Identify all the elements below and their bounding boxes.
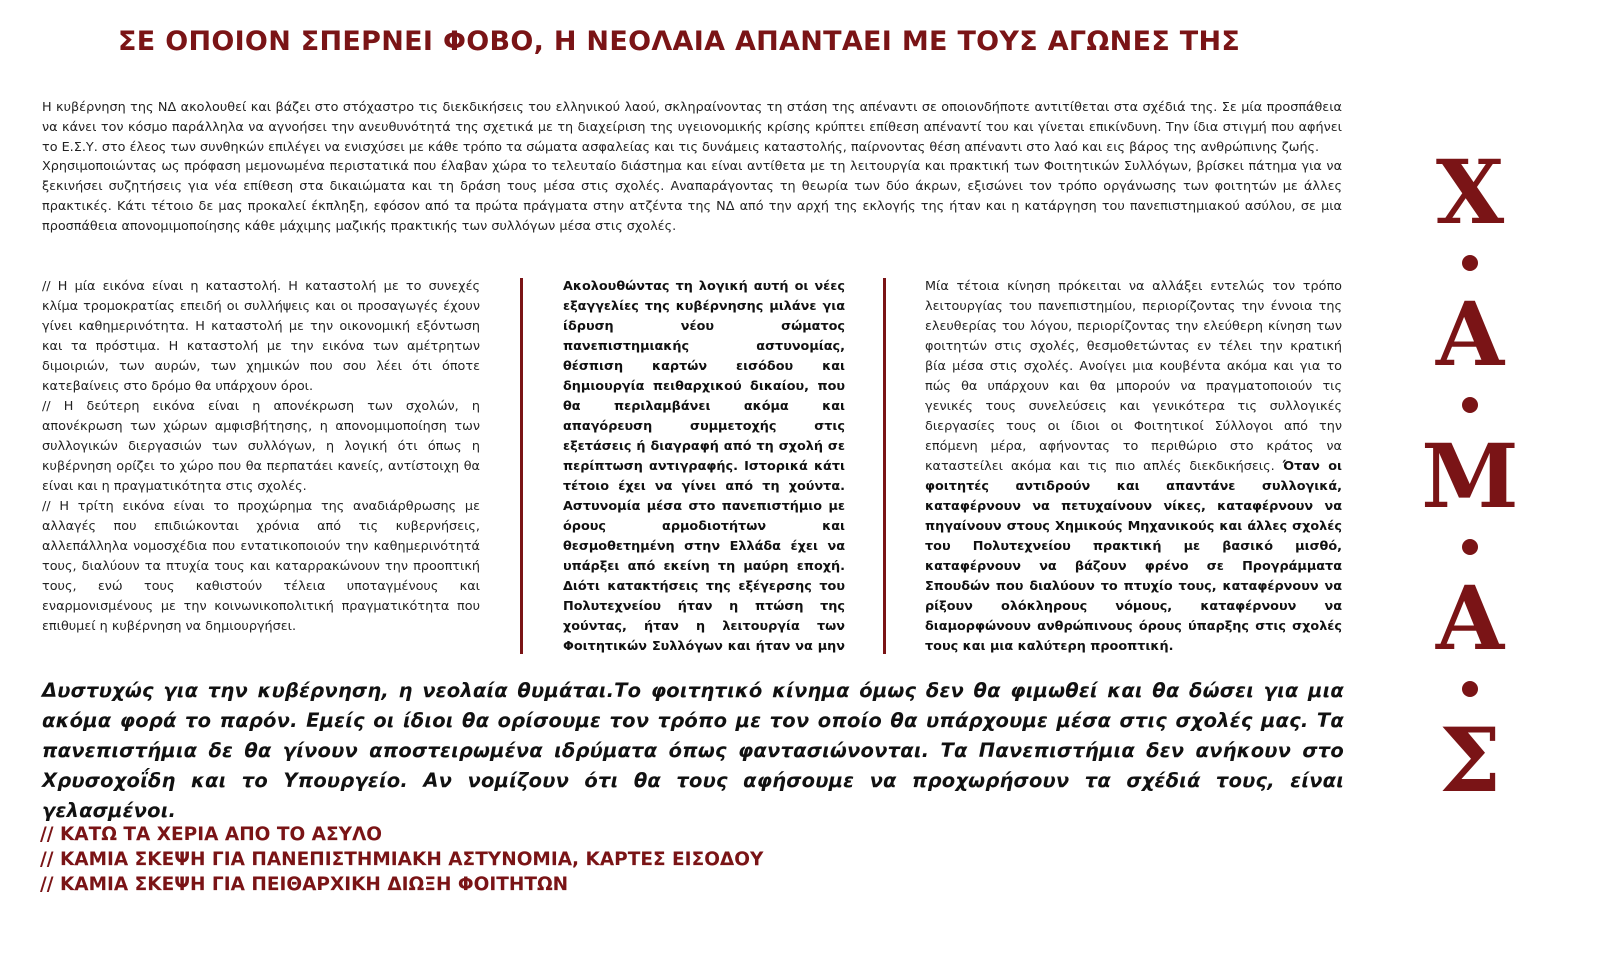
logo-letter-alpha-2: Α — [1435, 566, 1505, 670]
left-column-paragraph-1: // Η μία εικόνα είναι η καταστολή. Η καταστολή με το συνεχές κλίμα τρομοκρατίας επειδή οι συλλήψεις και οι προσαγωγές έχουν γίνει καθημερινότητα. Η καταστολή με την οικονομική εξόντωση και τα πρόστιμα. Η καταστολή με την εικόνα των αμέτρητων διμοιριών, των αυρών, των χημικών που σου λέει ότι όποτε κατεβαίνεις στο δρόμο θα υπάρχουν όροι. — [42, 279, 480, 394]
page-headline: ΣΕ ΟΠΟΙΟΝ ΣΠΕΡΝΕΙ ΦΟΒΟ, Η ΝΕΟΛΑΙΑ ΑΠΑΝΤΑΕΙ ΜΕ ΤΟΥΣ ΑΓΩΝΕΣ ΤΗΣ — [118, 26, 1241, 57]
slogan-university-police: // ΚΑΜΙΑ ΣΚΕΨΗ ΓΙΑ ΠΑΝΕΠΙΣΤΗΜΙΑΚΗ ΑΣΤΥΝΟΜΙΑ, ΚΑΡΤΕΣ ΕΙΣΟΔΟΥ — [40, 849, 764, 870]
left-column-paragraph-3: // Η τρίτη εικόνα είναι το προχώρημα της αναδιάρθρωσης με αλλαγές που επιδιώκονται χρόνια από τις κυβερνήσεις, αλλεπάλληλα νομοσχέδια που εντατικοποιούν την καθημερινότητά τους, διαλύουν τα πτυχία τους και καταρρακώνουν την προοπτική τους, ενώ τους καθιστούν τέλεια υποταγμένους και εναρμονισμένους με την κοινωνικοπολιτική πραγματικότητα που επιθυμεί η κυβέρνηση να δημιουργήσει. — [42, 499, 480, 634]
logo-dot-icon — [1462, 539, 1478, 555]
right-column-text: Μία τέτοια κίνηση πρόκειται να αλλάξει εντελώς τον τρόπο λειτουργίας του πανεπιστημίου, περιορίζοντας την έννοια της ελευθερίας του λόγου, περιορίζοντας την ελεύθερη κίνηση των φοιτητών στις σχολές, θεσμοθετώντας εν τέλει την κρατική βία μέσα στις σχολές. Ανοίγει μια κουβέντα ακόμα και για το πώς θα υπάρχουν και θα μπορούν να πραγματοποιούν τις γενικές τους συνελεύσεις και γενικότερα τις συλλογικές διεργασίες τους οι ίδιοι οι Φοιτητικοί Σύλλογοι από την επόμενη μέρα, αφήνοντας το περιθώριο στο κράτος να καταστείλει ακόμα και τις πιο απλές διεκδικήσεις. — [925, 279, 1342, 474]
closing-statement: Δυστυχώς για την κυβέρνηση, η νεολαία θυμάται.Το φοιτητικό κίνημα όμως δεν θα φιμωθεί και θα δώσει για μια ακόμα φορά το παρόν. Εμείς οι ίδιοι θα ορίσουμε τον τρόπο με τον οποίο θα υπάρχουμε μέσα στις σχολές μας. Τα πανεπιστήμια δε θα γίνουν αποστειρωμένα ιδρύματα όπως φαντασιώνονται. Τα Πανεπιστήμια δεν ανήκουν στο Χρυσοχοΐδη και το Υπουργείο. Αν νομίζουν ότι θα τους αφήσουμε να προχωρήσουν τα σχέδιά τους, είναι γελασμένοι. — [42, 679, 1344, 822]
intro-text — [42, 98, 1342, 237]
slogan-disciplinary: // ΚΑΜΙΑ ΣΚΕΨΗ ΓΙΑ ΠΕΙΘΑΡΧΙΚΗ ΔΙΩΞΗ ΦΟΙΤΗΤΩΝ — [40, 874, 569, 895]
slogan-asylum: // ΚΑΤΩ ΤΑ ΧΕΡΙΑ ΑΠΟ ΤΟ ΑΣΥΛΟ — [40, 824, 383, 845]
logo-letter-chi: Χ — [1435, 140, 1505, 244]
right-column — [925, 277, 1342, 657]
logo-dot-icon — [1462, 255, 1478, 271]
right-column-strong-text: Όταν οι φοιτητές αντιδρούν και απαντάνε συλλογικά, καταφέρνουν να πετυχαίνουν νίκες, καταφέρνουν να πηγαίνουν στους Χημικούς Μηχανικούς και άλλες σχολές του Πολυτεχνείου πρακτική με βασικό μισθό, καταφέρνουν να βάζουν φρένο σε Προγράμματα Σπουδών που διαλύουν το πτυχίο τους, καταφέρνουν να ρίξουν ολόκληρους νόμους, καταφέρνουν να διαμορφώνουν ανθρώπινους όρους ύπαρξης στις σχολές τους και μια καλύτερη προοπτική. — [925, 459, 1342, 654]
slogans — [40, 822, 1040, 897]
logo-letter-mu: Μ — [1421, 424, 1519, 528]
vertical-logo-title — [1420, 140, 1520, 830]
logo-letter-alpha-1: Α — [1435, 282, 1505, 386]
column-divider-left — [520, 278, 523, 654]
logo-dot-icon — [1462, 397, 1478, 413]
intro-paragraph-1: Η κυβέρνηση της ΝΔ ακολουθεί και βάζει στο στόχαστρο τις διεκδικήσεις του ελληνικού λαού, σκληραίνοντας τη στάση της απέναντι σε οποιονδήποτε αντιτίθεται στα σχέδιά της. Σε μία προσπάθεια να κάνει τον κόσμο παράλληλα να αγνοήσει την ανευθυνότητά της σχετικά με τη διαχείριση της υγειονομικής κρίσης κρύπτει επίθεση απέναντί του και γίνεται επικίνδυνη. Την ίδια στιγμή που αφήνει το Ε.Σ.Υ. στο έλεος των συνθηκών επιλέγει να ενισχύσει με κάθε τρόπο τα σώματα ασφαλείας και τις δυνάμεις καταστολής, παίρνοντας θέση απέναντι στο λαό και εις βάρος της ανθρώπινης ζωής. — [42, 100, 1342, 155]
left-column-paragraph-2: // Η δεύτερη εικόνα είναι η απονέκρωση των σχολών, η απονέκρωση των χώρων αμφισβήτησης, η απονομιμοποίηση των συλλογικών διεργασιών των συλλόγων, η λογική ότι όπως η κυβέρνηση ορίζει το χώρο που θα περπατάει κανείς, αντίστοιχη θα είναι και η πραγματικότητα στις σχολές. — [42, 399, 480, 494]
right-column-paragraph-1 — [925, 277, 1342, 657]
column-divider-right — [883, 278, 886, 654]
logo-letter-sigma: Σ — [1438, 708, 1502, 812]
middle-column — [563, 277, 845, 657]
logo-dot-icon — [1462, 681, 1478, 697]
left-column — [42, 277, 480, 657]
intro-paragraph-2: Χρησιμοποιώντας ως πρόφαση μεμονωμένα περιστατικά που έλαβαν χώρα το τελευταίο διάστημα και είναι αντίθετα με τη λειτουργία και πρακτική των Φοιτητικών Συλλόγων, βρίσκει πάτημα για να ξεκινήσει συζητήσεις για νέα επίθεση στα δικαιώματα και τη δράση τους μέσα στις σχολές. Αναπαράγοντας τη θεωρία των δύο άκρων, εξισώνει τον τρόπο οργάνωσης των φοιτητών με άλλες πρακτικές. Κάτι τέτοιο δε μας προκαλεί έκπληξη, εφόσον από τα πρώτα πράγματα στην ατζέντα της ΝΔ από την αρχή της εκλογής της ήταν και η κατάργηση του πανεπιστημιακού ασύλου, σε μια προσπάθεια απονομιμοποίησης κάθε μάχιμης μαζικής πρακτικής των συλλόγων μέσα στις σχολές. — [42, 159, 1342, 234]
middle-column-paragraph-1: Ακολουθώντας τη λογική αυτή οι νέες εξαγγελίες της κυβέρνησης μιλάνε για ίδρυση νέου σώματος πανεπιστημιακής αστυνομίας, θέσπιση καρτών εισόδου και δημιουργία πειθαρχικού δικαίου, που θα περιλαμβάνει ακόμα και απαγόρευση συμμετοχής στις εξετάσεις ή διαγραφή από τη σχολή σε περίπτωση αντιγραφής. Ιστορικά κάτι τέτοιο έχει να γίνει από τη χούντα. Αστυνομία μέσα στο πανεπιστήμιο με όρους αρμοδιοτήτων και θεσμοθετημένη στην Ελλάδα έχει να υπάρξει από εκείνη τη μαύρη εποχή. Διότι κατακτήσεις της εξέγερσης του Πολυτεχνείου ήταν η πτώση της χούντας, ήταν η λειτουργία των Φοιτητικών Συλλόγων και ήταν να μην — [563, 279, 845, 654]
